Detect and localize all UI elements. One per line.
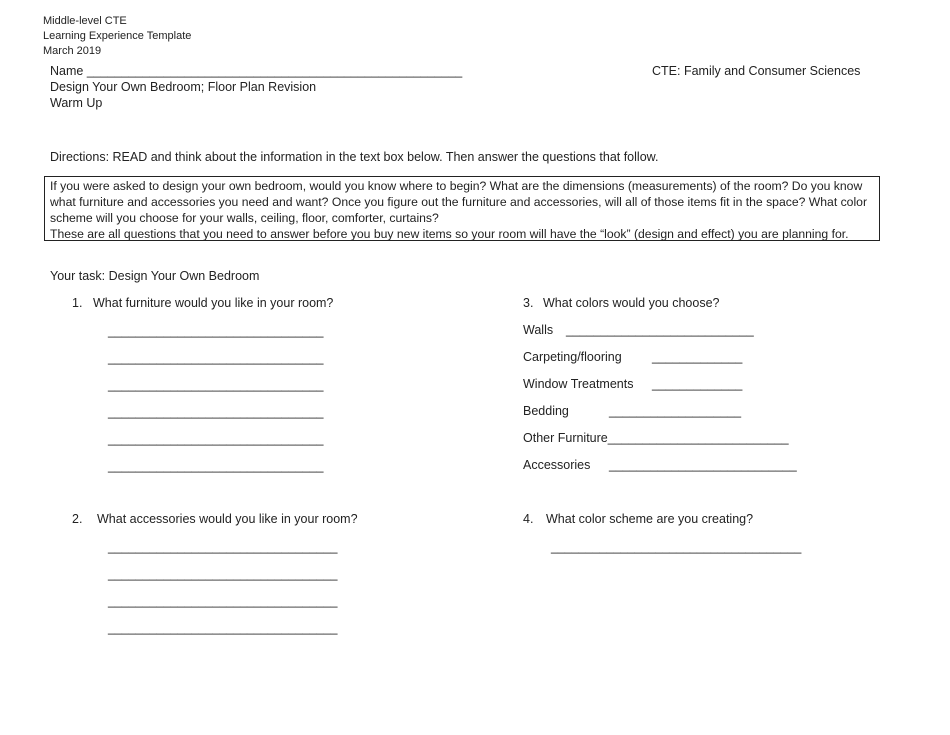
subject-label: CTE: Family and Consumer Sciences [652, 64, 861, 78]
header-line-2: Learning Experience Template [43, 30, 192, 42]
directions-text: Directions: READ and think about the information in the text box below. Then answer the questions that follow. [50, 150, 659, 164]
q2-answer-line: _________________________________ [108, 594, 338, 608]
q1-answer-line: _______________________________ [108, 351, 324, 365]
warmup-label: Warm Up [50, 96, 103, 110]
name-blank: ______________________________________________________ [86, 64, 463, 78]
name-label: Name [50, 64, 84, 78]
header-line-1: Middle-level CTE [43, 15, 127, 27]
q3-item-flooring-blank: _____________ [652, 350, 743, 364]
header-line-3: March 2019 [43, 45, 102, 57]
q2-text: What accessories would you like in your room? [97, 512, 358, 526]
q2-answer-line: _________________________________ [108, 567, 338, 581]
q3-text: What colors would you choose? [543, 296, 720, 310]
name-field [50, 65, 462, 78]
q4-text: What color scheme are you creating? [546, 512, 754, 526]
task-heading: Your task: Design Your Own Bedroom [50, 269, 260, 283]
info-paragraph-1: If you were asked to design your own bedroom, would you know where to begin? What are the dimensions (measurements) of the room? Do you know what furniture and accessories you need and want? Once you figure out the furniture and accessories, will all of those items fit in the space? What color scheme will you choose for your walls, ceiling, floor, comforter, curtains? [50, 179, 868, 225]
q3-item-window-blank: _____________ [652, 377, 743, 391]
q2-answer-line: _________________________________ [108, 621, 338, 635]
q3-item-walls-label: Walls [523, 323, 554, 337]
info-text-box [44, 176, 880, 241]
q3-item-bedding-blank: ___________________ [609, 404, 742, 418]
q4-answer-line: ____________________________________ [551, 540, 802, 554]
q2-answer-line: _________________________________ [108, 540, 338, 554]
q3-number: 3. [523, 296, 534, 310]
q3-item-accessories-label: Accessories [523, 458, 591, 472]
q3-item-other-furniture-blank: __________________________ [607, 431, 789, 445]
q3-item-other-furniture-label: Other Furniture [523, 431, 608, 445]
q1-answer-line: _______________________________ [108, 378, 324, 392]
q1-answer-line: _______________________________ [108, 432, 324, 446]
q1-answer-line: _______________________________ [108, 405, 324, 419]
q3-item-window-label: Window Treatments [523, 377, 634, 391]
q3-item-walls-blank: ___________________________ [566, 323, 754, 337]
q2-number: 2. [72, 512, 83, 526]
lesson-title: Design Your Own Bedroom; Floor Plan Revision [50, 80, 317, 94]
q3-item-accessories-blank: ___________________________ [609, 458, 797, 472]
q1-number: 1. [72, 296, 83, 310]
q3-item-flooring-label: Carpeting/flooring [523, 350, 622, 364]
q1-answer-line: _______________________________ [108, 324, 324, 338]
q1-text: What furniture would you like in your room? [93, 296, 334, 310]
q1-answer-line: _______________________________ [108, 459, 324, 473]
info-paragraph-2: These are all questions that you need to answer before you buy new items so your room will have the “look” (design and effect) you are planning for. [50, 227, 849, 241]
q3-item-bedding-label: Bedding [523, 404, 569, 418]
q3-item-other-furniture [523, 432, 789, 445]
q4-number: 4. [523, 512, 534, 526]
